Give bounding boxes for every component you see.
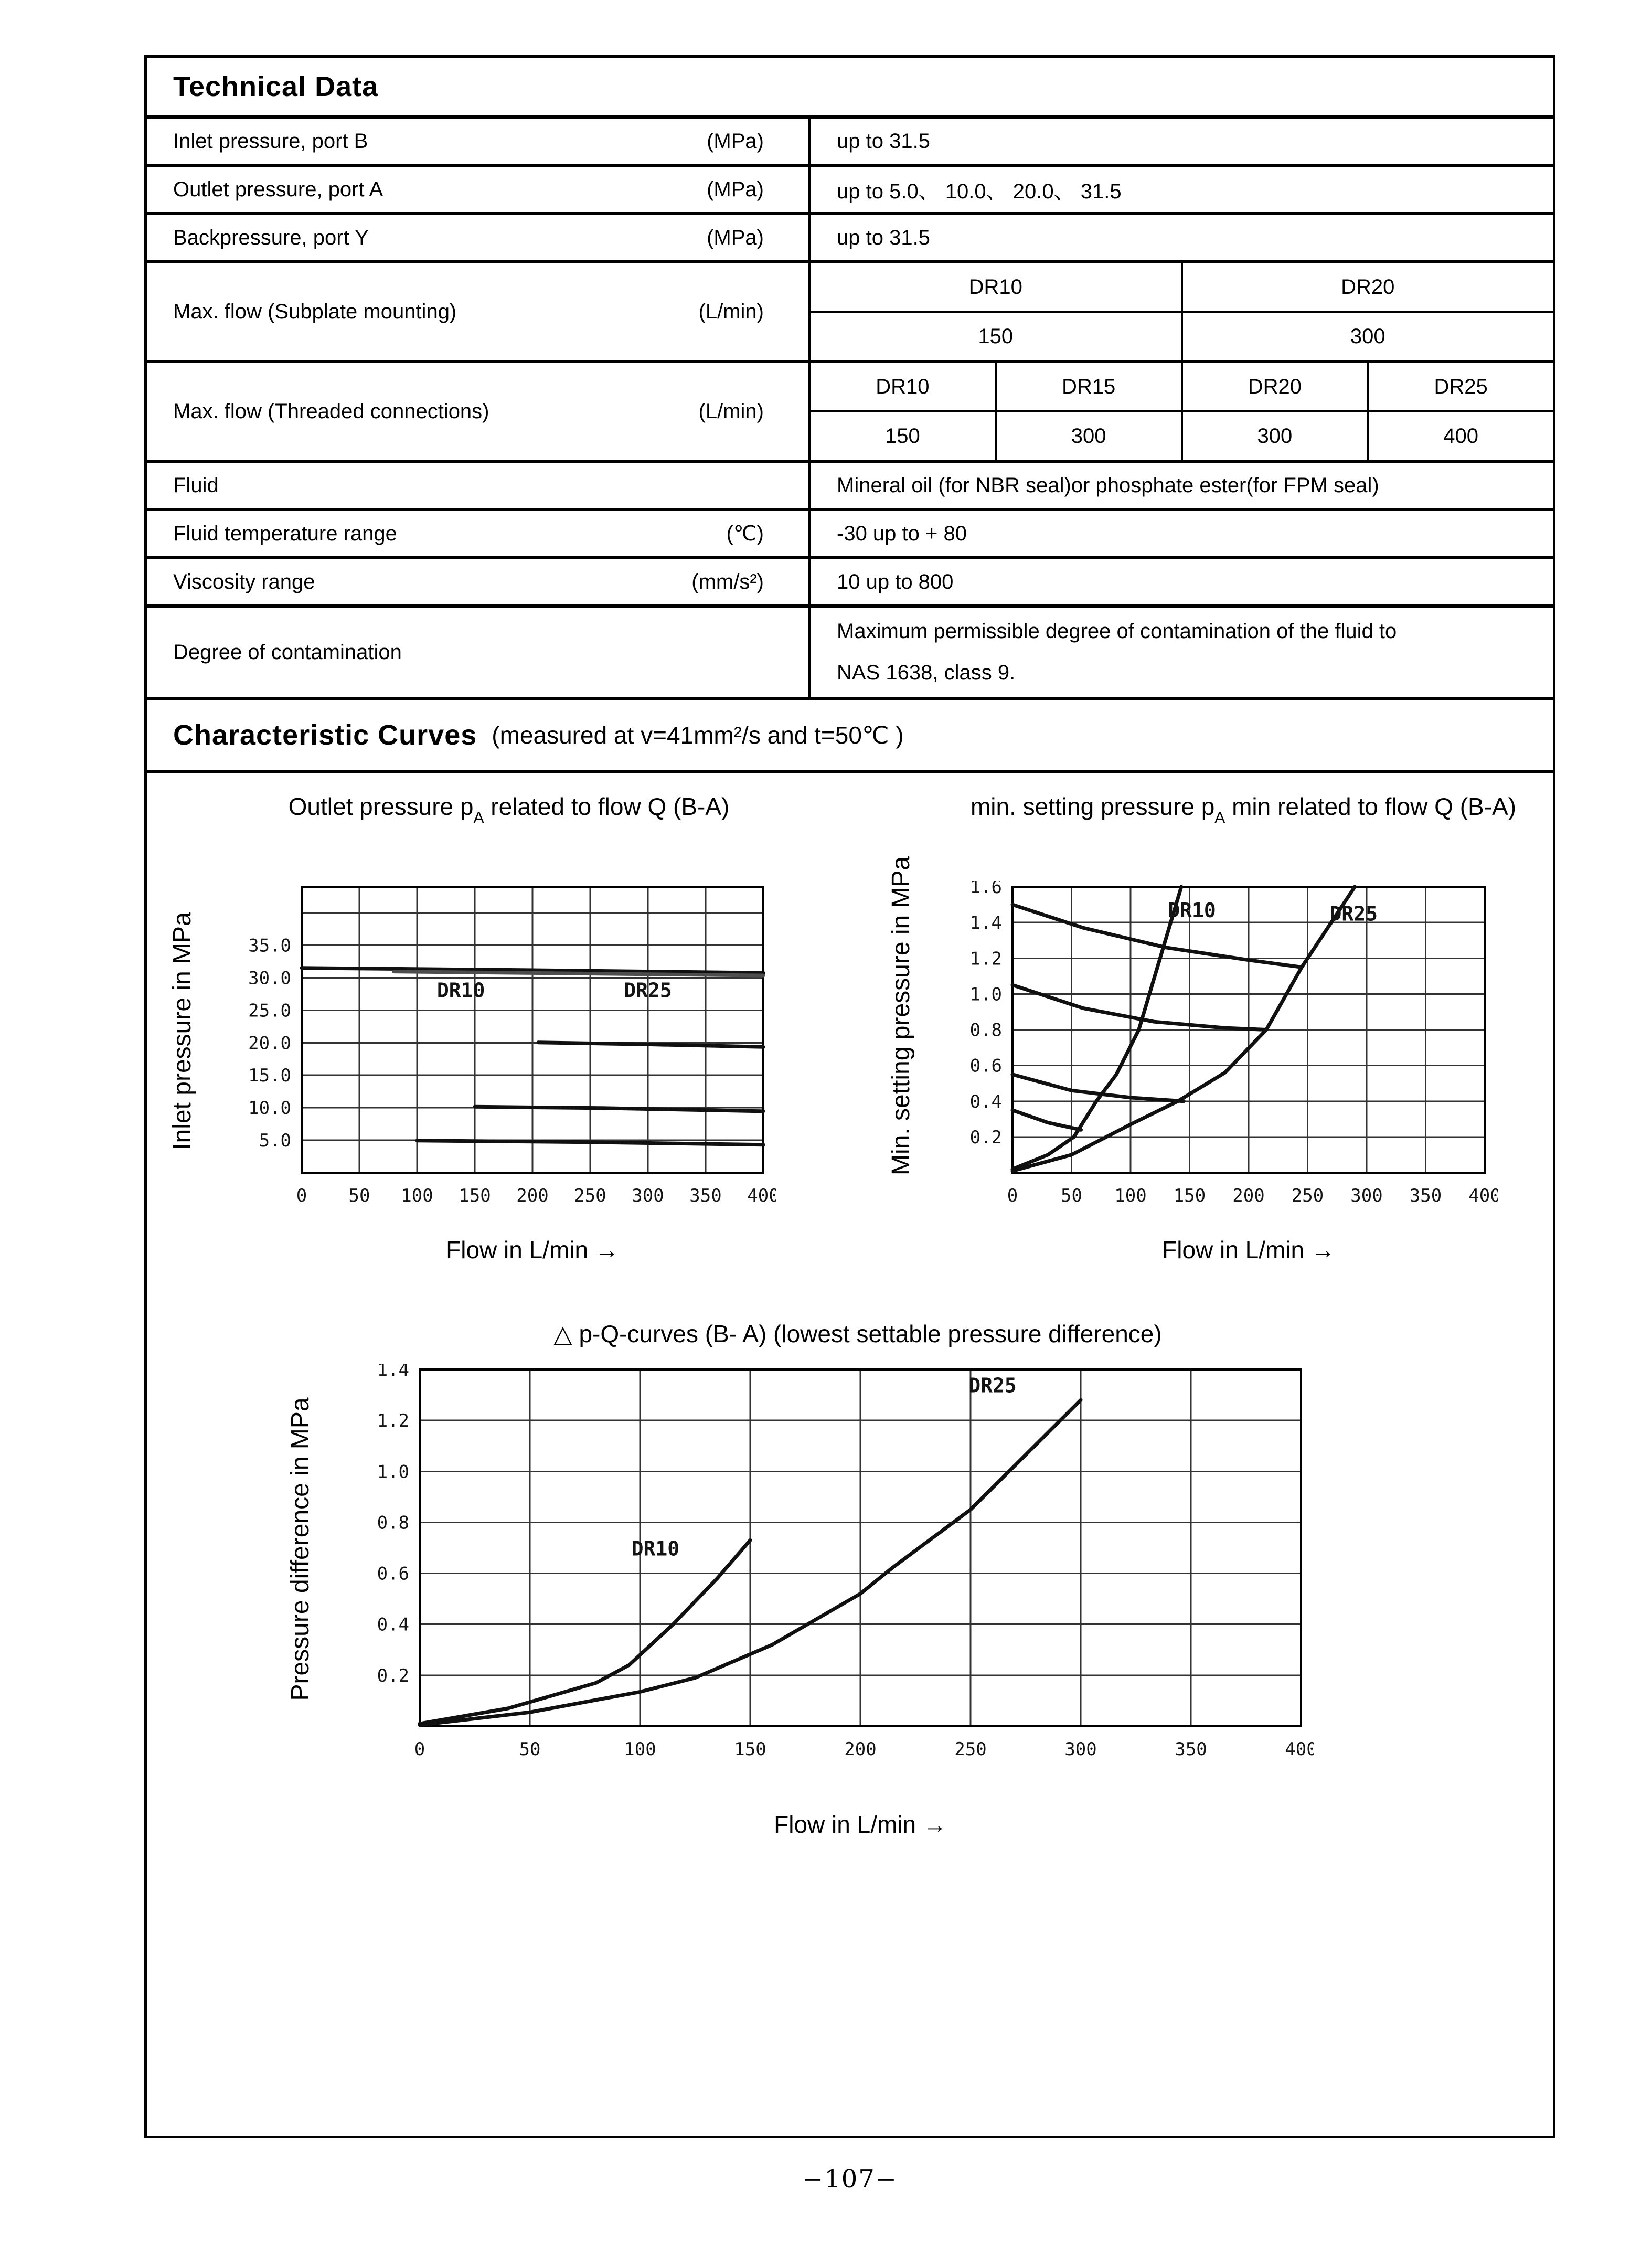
model-value-row [811, 313, 1553, 360]
table-row [147, 511, 1553, 559]
chart-title: △ p-Q-curves (B- A) (lowest settable pressure difference) [553, 1320, 1162, 1347]
svg-text:300: 300 [1350, 1185, 1383, 1206]
row-label: Inlet pressure, port B [173, 129, 368, 153]
svg-text:250: 250 [574, 1185, 606, 1206]
table-row [147, 463, 1553, 511]
chart-title-text: related to flow Q (B-A) [484, 793, 730, 820]
table-row-degree-of-contamination [147, 608, 1553, 700]
row-unit: (mm/s²) [691, 570, 764, 593]
svg-text:350: 350 [1175, 1739, 1207, 1760]
chart-title-text: min related to flow Q (B-A) [1225, 793, 1517, 820]
row-value: up to 31.5 [837, 226, 930, 249]
table-row-max-flow-subplate [147, 263, 1553, 363]
svg-text:10.0: 10.0 [248, 1098, 291, 1119]
table-row [147, 167, 1553, 215]
svg-text:1.2: 1.2 [377, 1410, 409, 1432]
row-unit: (L/min) [698, 399, 764, 423]
y-axis-label: Pressure difference in MPa [286, 1397, 314, 1701]
row-label: Backpressure, port Y [173, 226, 369, 249]
model-cell: DR20 [1341, 275, 1395, 299]
x-axis-label: Flow in L/min → [1162, 1236, 1335, 1263]
svg-text:400: 400 [1285, 1739, 1314, 1760]
row-value-line2: NAS 1638, class 9. [837, 661, 1016, 684]
chart-title-text: Outlet pressure p [288, 793, 474, 820]
value-cell: 400 [1443, 424, 1478, 448]
model-cell: DR10 [811, 363, 997, 410]
svg-text:250: 250 [954, 1739, 987, 1760]
row-label: Fluid temperature range [173, 522, 397, 545]
svg-text:150: 150 [459, 1185, 491, 1206]
y-axis-label: Inlet pressure in MPa [168, 912, 196, 1150]
svg-text:0.2: 0.2 [969, 1127, 1002, 1148]
svg-text:35.0: 35.0 [248, 935, 291, 957]
svg-text:250: 250 [1291, 1185, 1324, 1206]
row-label-cell [147, 119, 811, 164]
svg-text:DR25: DR25 [624, 979, 672, 1002]
chart-plot [233, 881, 776, 1217]
model-cell: DR10 [811, 263, 1183, 311]
svg-text:0.8: 0.8 [969, 1019, 1002, 1041]
svg-text:0: 0 [1007, 1185, 1018, 1206]
value-cell: 300 [997, 412, 1183, 460]
row-label: Outlet pressure, port A [173, 177, 383, 201]
row-label-cell [147, 559, 811, 604]
svg-text:350: 350 [689, 1185, 722, 1206]
row-label: Degree of contamination [173, 640, 402, 664]
svg-text:30.0: 30.0 [248, 968, 291, 989]
model-cell: DR15 [997, 363, 1183, 410]
svg-text:0.8: 0.8 [377, 1512, 409, 1534]
row-value-line1: Maximum permissible degree of contamination of the fluid to [837, 620, 1397, 643]
svg-text:1.4: 1.4 [969, 912, 1002, 934]
svg-text:1.6: 1.6 [969, 881, 1002, 898]
row-unit: (MPa) [707, 129, 764, 153]
chart-plot [351, 1364, 1314, 1771]
value-cell: 300 [1183, 412, 1369, 460]
row-value-grid [811, 263, 1553, 360]
chart-title-subscript: A [1214, 809, 1225, 826]
svg-text:200: 200 [844, 1739, 877, 1760]
svg-text:DR10: DR10 [1168, 898, 1216, 922]
svg-text:0.4: 0.4 [377, 1614, 409, 1635]
page-number: −107− [802, 2164, 898, 2194]
chart-title [152, 792, 866, 827]
row-label-cell [147, 263, 811, 360]
value-cell: 150 [811, 412, 997, 460]
svg-text:DR25: DR25 [968, 1374, 1017, 1397]
model-name-row [811, 263, 1553, 313]
row-label: Max. flow (Subplate mounting) [173, 300, 457, 323]
model-cell: DR20 [1183, 363, 1369, 410]
x-axis-label: Flow in L/min → [446, 1236, 619, 1263]
svg-text:0.6: 0.6 [969, 1055, 1002, 1077]
svg-text:100: 100 [401, 1185, 433, 1206]
svg-text:50: 50 [519, 1739, 541, 1760]
row-label-cell [147, 608, 811, 697]
svg-text:0.2: 0.2 [377, 1665, 409, 1686]
svg-text:DR25: DR25 [1329, 902, 1378, 926]
row-label-cell [147, 511, 811, 556]
table-header-row [147, 58, 1553, 119]
table-row [147, 559, 1553, 608]
chart-title-subscript: A [473, 809, 484, 826]
chart-title [871, 792, 1616, 827]
chart-title-text: min. setting pressure p [970, 793, 1215, 820]
row-unit: (MPa) [707, 226, 764, 249]
row-unit: (MPa) [707, 177, 764, 201]
chart-pq-curves [273, 1312, 1401, 1852]
svg-text:100: 100 [624, 1739, 656, 1760]
x-axis-label: Flow in L/min → [774, 1811, 947, 1838]
y-axis-label: Min. setting pressure in MPa [887, 856, 915, 1175]
svg-text:15.0: 15.0 [248, 1065, 291, 1087]
row-unit: (L/min) [698, 300, 764, 323]
row-label: Max. flow (Threaded connections) [173, 399, 489, 423]
table-row [147, 215, 1553, 263]
svg-text:150: 150 [1173, 1185, 1206, 1206]
svg-text:1.0: 1.0 [377, 1461, 409, 1483]
svg-text:400: 400 [747, 1185, 776, 1206]
svg-text:DR10: DR10 [436, 979, 485, 1002]
table-row [147, 119, 1553, 167]
row-label-cell [147, 463, 811, 508]
svg-text:0.6: 0.6 [377, 1563, 409, 1585]
svg-text:300: 300 [632, 1185, 664, 1206]
row-value: up to 31.5 [837, 129, 930, 153]
row-value: Mineral oil (for NBR seal)or phosphate ester(for FPM seal) [837, 473, 1379, 497]
svg-text:1.4: 1.4 [377, 1364, 409, 1380]
svg-text:400: 400 [1468, 1185, 1498, 1206]
svg-text:0.4: 0.4 [969, 1091, 1002, 1112]
chart-min-setting-pressure [871, 777, 1616, 1280]
svg-text:DR10: DR10 [631, 1537, 680, 1560]
svg-text:5.0: 5.0 [259, 1130, 291, 1152]
section-subtitle: (measured at v=41mm²/s and t=50℃ ) [492, 721, 904, 749]
model-cell: DR25 [1434, 375, 1488, 398]
value-cell: 150 [811, 313, 1183, 360]
svg-text:200: 200 [1232, 1185, 1265, 1206]
table-title: Technical Data [173, 71, 379, 102]
row-label-cell [147, 167, 811, 212]
svg-text:25.0: 25.0 [248, 1000, 291, 1022]
row-label-cell [147, 215, 811, 260]
model-value-row [811, 412, 1553, 460]
svg-text:0: 0 [296, 1185, 307, 1206]
svg-text:1.2: 1.2 [969, 948, 1002, 970]
chart-outlet-pressure [152, 777, 866, 1280]
row-value: -30 up to + 80 [837, 522, 967, 545]
svg-text:150: 150 [734, 1739, 766, 1760]
svg-text:200: 200 [516, 1185, 549, 1206]
svg-text:350: 350 [1409, 1185, 1442, 1206]
table-row-max-flow-threaded [147, 363, 1553, 463]
chart-plot [944, 881, 1498, 1217]
row-label: Fluid [173, 473, 219, 497]
section-header-row [147, 700, 1553, 773]
model-name-row [811, 363, 1553, 412]
row-unit: (℃) [726, 522, 764, 545]
svg-text:50: 50 [348, 1185, 370, 1206]
svg-text:300: 300 [1064, 1739, 1097, 1760]
row-label: Viscosity range [173, 570, 315, 593]
row-value: up to 5.0、 10.0、 20.0、 31.5 [837, 179, 1122, 203]
section-title: Characteristic Curves [173, 719, 477, 751]
row-label-cell [147, 363, 811, 460]
row-value: 10 up to 800 [837, 570, 954, 593]
svg-text:1.0: 1.0 [969, 984, 1002, 1005]
svg-text:20.0: 20.0 [248, 1033, 291, 1054]
svg-text:50: 50 [1061, 1185, 1082, 1206]
svg-text:0: 0 [414, 1739, 425, 1760]
svg-text:100: 100 [1114, 1185, 1147, 1206]
row-value-grid [811, 363, 1553, 460]
value-cell: 300 [1350, 324, 1385, 348]
row-value [811, 608, 1553, 697]
